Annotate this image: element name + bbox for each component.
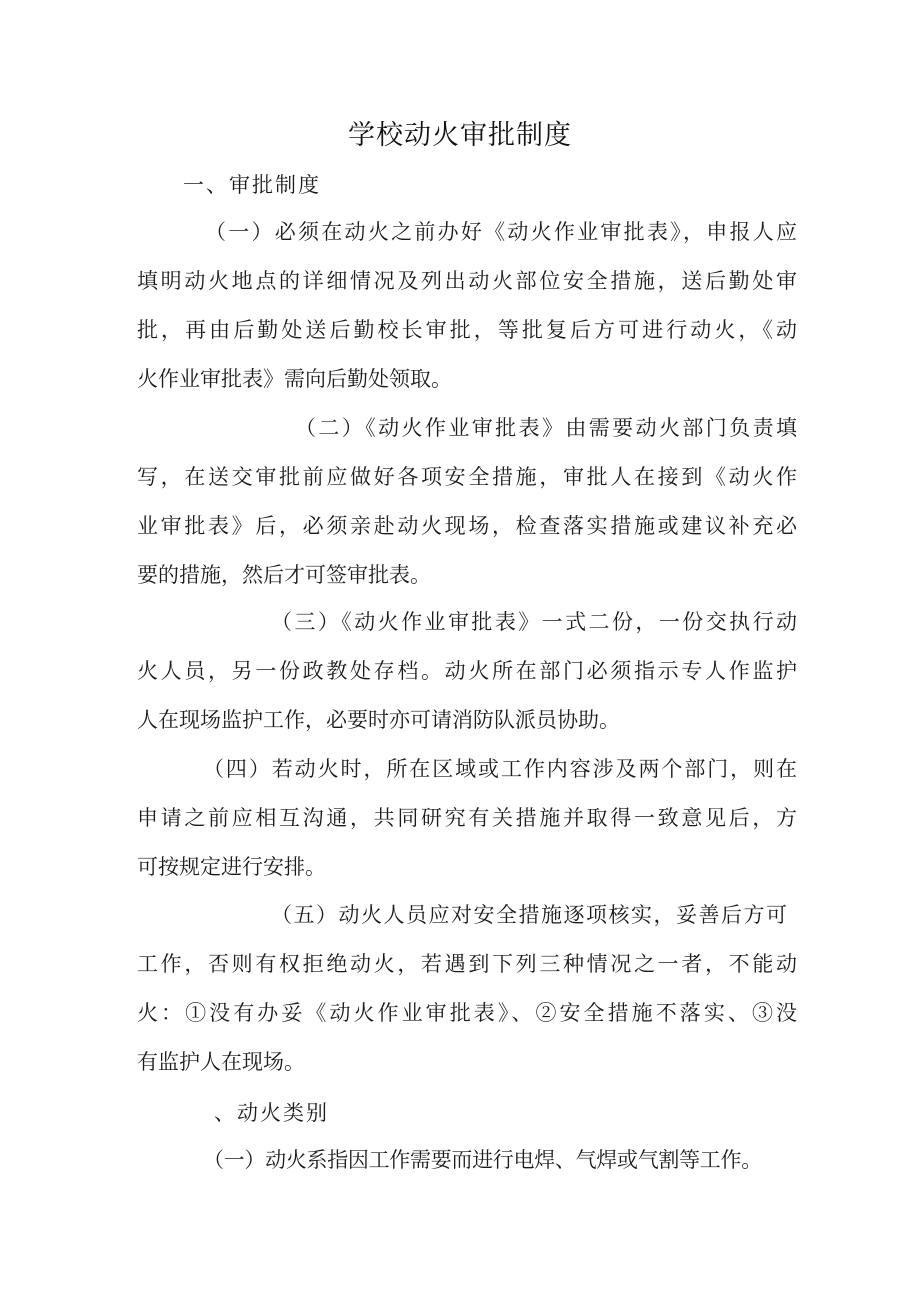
paragraph-line: （四）若动火时，所在区域或工作内容涉及两个部门，则在 xyxy=(203,757,797,781)
paragraph-5 xyxy=(137,891,797,1087)
paragraph-line: （一）动火系指因工作需要而进行电焊、气焊或气割等工作。 xyxy=(203,1148,762,1172)
paragraph-line: 火：①没有办妥《动火作业审批表》、②安全措施不落实、③没 xyxy=(137,1001,797,1025)
paragraph-line: 填明动火地点的详细情况及列出动火部位安全措施，送后勤处审 xyxy=(137,269,797,293)
paragraph-1 xyxy=(137,208,797,404)
paragraph-line: （五）动火人员应对安全措施逐项核实，妥善后方可 xyxy=(271,903,787,927)
section-heading-fire-categories: 、动火类别 xyxy=(214,1101,329,1125)
paragraph-line: 人在现场监护工作，必要时亦可请消防队派员协助。 xyxy=(137,708,620,732)
paragraph-line: 业审批表》后，必须亲赴动火现场，检查落实措施或建议补充必 xyxy=(137,514,797,538)
paragraph-line: 火人员，另一份政教处存档。动火所在部门必须指示专人作监护 xyxy=(137,659,797,683)
paragraph-line: 申请之前应相互沟通，共同研究有关措施并取得一致意见后，方 xyxy=(137,806,797,830)
paragraph-line: 火作业审批表》需向后勤处领取。 xyxy=(137,367,452,391)
paragraph-line: （二）《动火作业审批表》由需要动火部门负责填 xyxy=(295,416,797,440)
paragraph-3 xyxy=(137,598,797,745)
paragraph-line: 要的措施，然后才可签审批表。 xyxy=(137,563,431,587)
paragraph-4 xyxy=(137,745,797,892)
paragraph-line: 写，在送交审批前应做好各项安全措施，审批人在接到《动火作 xyxy=(137,465,797,489)
paragraph-2 xyxy=(137,404,797,600)
paragraph-line: （一）必须在动火之前办好《动火作业审批表》，申报人应 xyxy=(205,220,797,244)
section-heading-approval: 一、审批制度 xyxy=(183,173,321,197)
document-title: 学校动火审批制度 xyxy=(348,120,572,151)
paragraph-line: 有监护人在现场。 xyxy=(137,1050,305,1074)
paragraph-line: （三）《动火作业审批表》一式二份，一份交执行动 xyxy=(271,610,797,634)
paragraph-line: 可按规定进行安排。 xyxy=(137,855,326,879)
paragraph-line: 工作，否则有权拒绝动火，若遇到下列三种情况之一者，不能动 xyxy=(137,952,797,976)
paragraph-6 xyxy=(137,1136,797,1185)
paragraph-line: 批，再由后勤处送后勤校长审批，等批复后方可进行动火，《动 xyxy=(137,318,797,342)
